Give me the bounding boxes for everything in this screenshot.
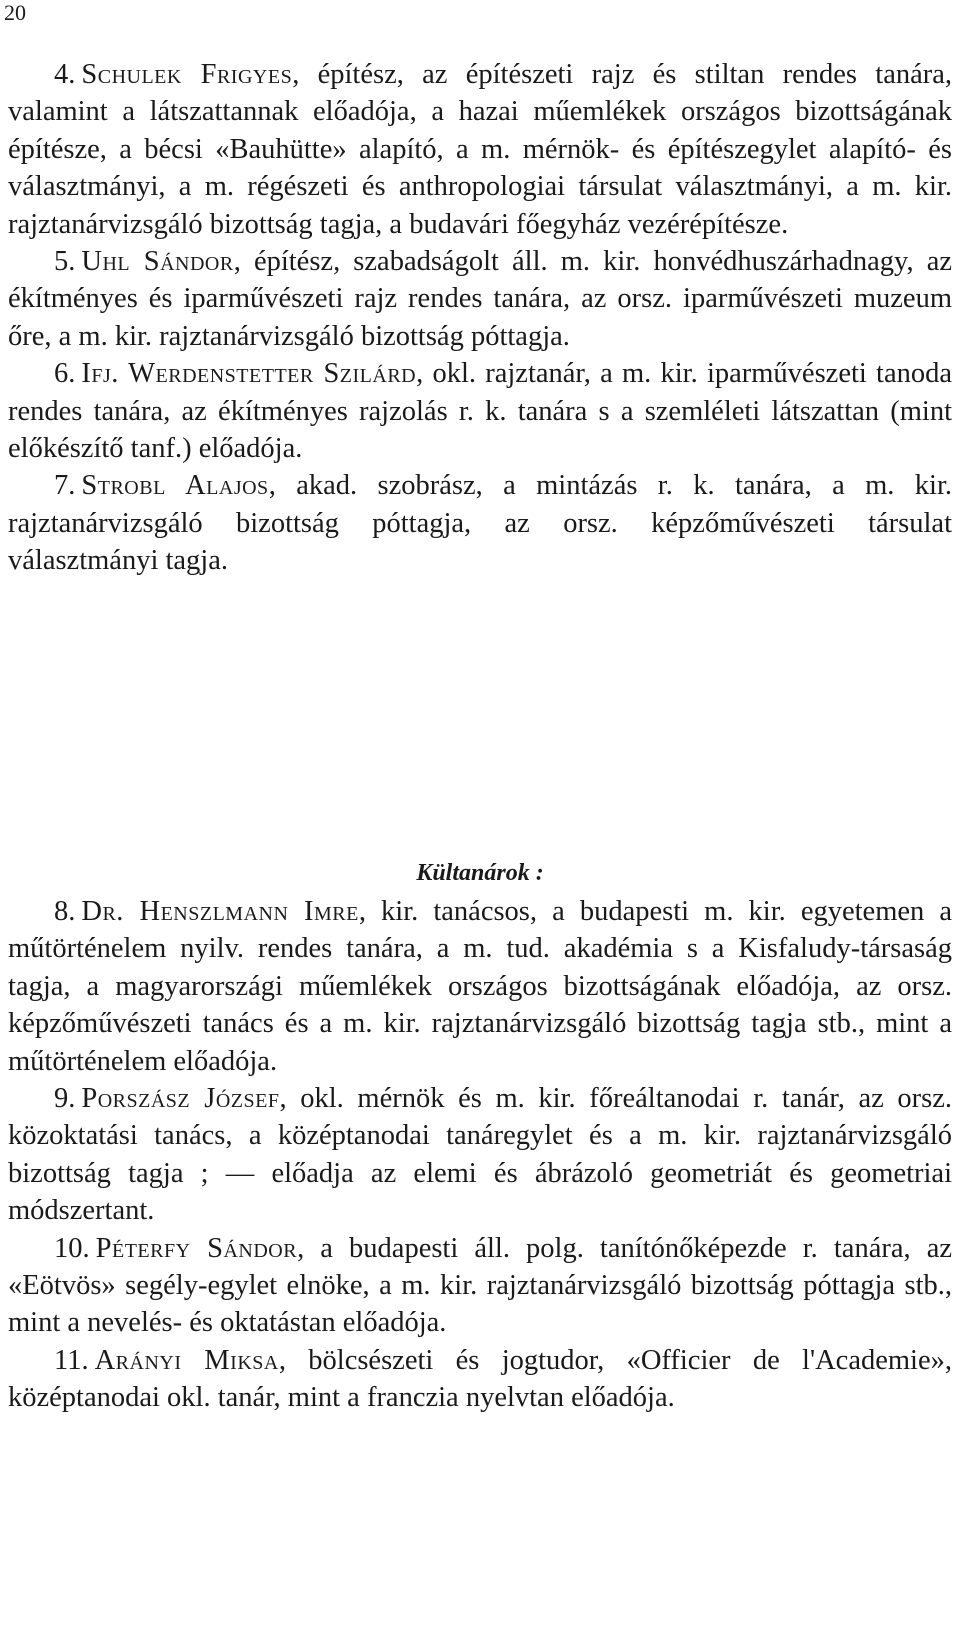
entry-item [8, 1230, 952, 1342]
entry-item [8, 56, 952, 243]
entry-number: 6. [54, 358, 76, 390]
entry-item [8, 467, 952, 579]
faculty-list-external [8, 893, 952, 1417]
entry-name: Arányi Miksa [94, 1344, 279, 1376]
page-number: 20 [4, 0, 26, 25]
entry-text: , kir. tanácsos, a budapesti m. kir. egyetemen a műtörténelem nyilv. rendes tanára, a m. tud. akadémia s a Kisfaludy-társaság tagja, a magyarországi műemlékek országos bizottságának előadója, az orsz. képzőművészeti tanács és a m. kir. rajztanárvizsgáló bizottság tagja stb., mint a műtörténelem előadója. [8, 896, 952, 1077]
section-heading: Kültanárok : [416, 860, 544, 886]
entry-number: 8. [54, 896, 76, 927]
entry-text: , építész, szabadságolt áll. m. kir. honvédhuszárhadnagy, az ékítményes és iparművészeti rajz rendes tanára, az orsz. iparművészeti muzeum őre, a m. kir. rajztanárvizsgáló bizottság póttagja. [8, 246, 952, 352]
entry-number: 5. [54, 246, 76, 278]
entry-number: 7. [54, 470, 76, 502]
entry-item [8, 1080, 952, 1230]
entry-name: Strobl Alajos [81, 470, 269, 502]
entry-text: , bölcsészeti és jogtudor, «Officier de l'Academie», középtanodai okl. tanár, mint a franczia nyelvtan előadója. [8, 1344, 952, 1414]
entry-name: Porszász József [81, 1083, 280, 1115]
entry-text: , okl. rajztanár, a m. kir. iparművészeti tanoda rendes tanára, az ékítményes rajzolás r. k. tanára s a szemléleti látszattan (mint előkészítő tanf.) előadója. [8, 358, 952, 465]
entry-number: 10. [54, 1232, 90, 1264]
entry-text: , a budapesti áll. polg. tanítónőképezde r. tanára, az «Eötvös» segély-egylet elnöke, a m. kir. rajztanárvizsgáló bizottság póttagja stb., mint a nevelés- és oktatástan előadója. [8, 1232, 953, 1339]
entry-item [8, 893, 952, 1080]
entry-number: 9. [54, 1083, 76, 1115]
entry-text: , akad. szobrász, a mintázás r. k. tanára, a m. kir. rajztanárvizsgáló bizottság póttagja, az orsz. képzőművészeti társulat választmányi tagja. [8, 470, 952, 577]
faculty-list-internal [8, 56, 952, 580]
entry-item [8, 243, 952, 355]
entry-number: 4. [54, 59, 76, 90]
entry-number: 11. [54, 1344, 89, 1376]
entry-name: Dr. Henszlmann Imre [81, 896, 359, 927]
entry-item [8, 1342, 952, 1417]
entry-name: Péterfy Sándor [95, 1232, 298, 1264]
entry-item [8, 355, 952, 467]
entry-text: , okl. mérnök és m. kir. főreáltanodai r. tanár, az orsz. közoktatási tanács, a középtanodai tanáregylet és a m. kir. rajztanárvizsgáló bizottság tagja ; — előadja az elemi és ábrázoló geometriát és geometriai módszertant. [8, 1083, 952, 1227]
entry-name: Schulek Frigyes [81, 59, 293, 90]
entry-name: Ifj. Werdenstetter Szilárd [81, 358, 417, 390]
entry-name: Uhl Sándor [81, 246, 234, 278]
entry-text: , építész, az építészeti rajz és stiltan rendes tanára, valamint a látszattannak előadója, a hazai műemlékek országos bizottságának építésze, a bécsi «Bauhütte» alapító, a m. mérnök- és építészegylet alapító- és választmányi, a m. régészeti és anthropologiai társulat választmányi, a m. kir. rajztanárvizsgáló bizottság tagja, a budavári főegyház vezérépítésze. [8, 59, 953, 240]
